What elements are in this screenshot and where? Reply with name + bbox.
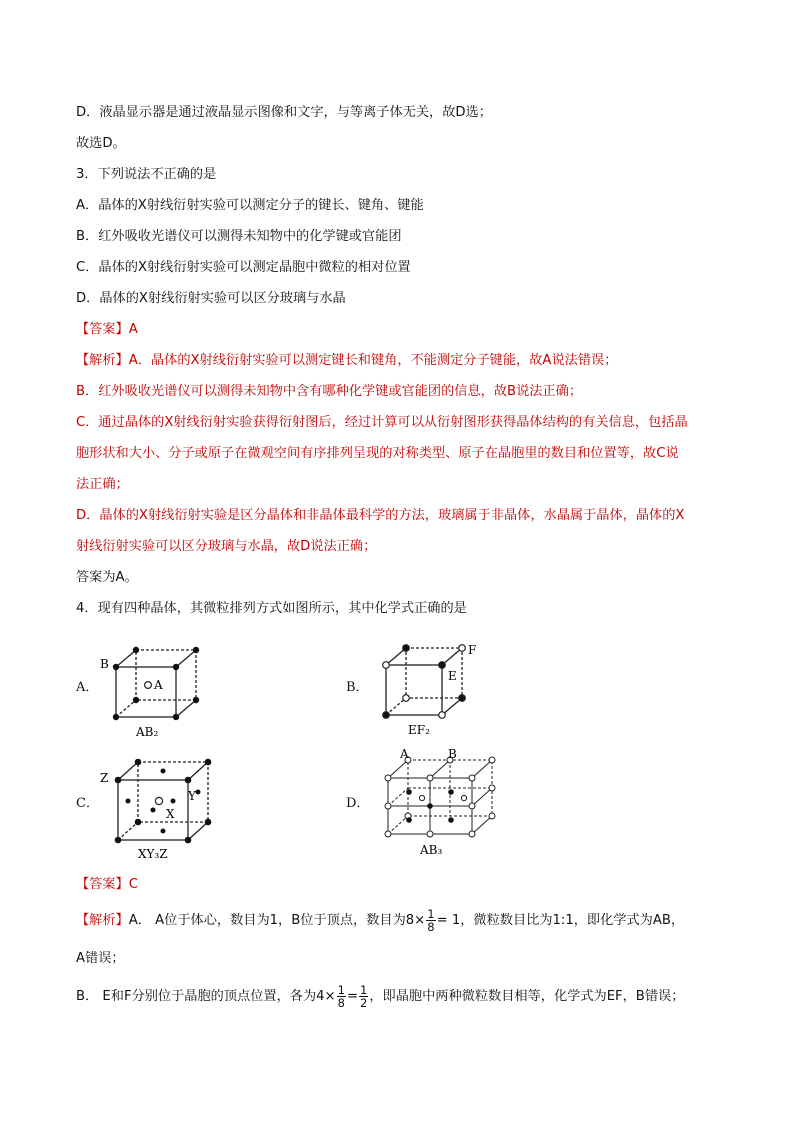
q4-figure-b — [368, 640, 498, 740]
q4-figure-a — [96, 640, 226, 740]
answer-tag: 【答案】 — [76, 322, 129, 337]
q3-analysis-line-1: 【解析】A．晶体的X射线衍射实验可以测定键长和键角，不能测定分子键能，故A说法错误； — [76, 353, 618, 368]
fig-d-label-a: A — [400, 748, 409, 761]
analysis-tag: 【解析】 — [76, 913, 129, 928]
q3-analysis-line-4: 胞形状和大小、分子或原子在微观空间有序排列呈现的对称类型、原子在晶胞里的数目和位置等，故C说 — [76, 446, 679, 461]
q3-analysis-line-5: 法正确； — [76, 477, 129, 492]
fig-c-caption: XY₃Z — [138, 847, 168, 861]
q4-option-a-label: A． — [76, 680, 99, 695]
q4-figure-d — [372, 748, 502, 860]
fig-a-caption: AB₂ — [136, 725, 159, 739]
answer-tag: 【答案】 — [76, 877, 129, 892]
q3-final-answer: 答案为A。 — [76, 570, 138, 585]
q4-stem: 4．现有四种晶体，其微粒排列方式如图所示，其中化学式正确的是 — [76, 601, 467, 616]
q3-option-b: B．红外吸收光谱仪可以测得未知物中的化学键或官能团 — [76, 229, 402, 244]
fig-c-label-x: X — [166, 807, 175, 821]
prev-option-d: D．液晶显示器是通过液晶显示图像和文字，与等离子体无关，故D选； — [76, 105, 492, 120]
answer-value: C — [128, 877, 138, 892]
fig-a-label-a: A — [154, 678, 163, 692]
analysis-tag: 【解析】 — [76, 353, 129, 368]
fig-b-label-f: F — [468, 643, 477, 657]
fraction-one-half: $\frac{1}{2}$ — [360, 982, 368, 1010]
q3-analysis-line-3: C．通过晶体的X射线衍射实验获得衍射图后，经过计算可以从衍射图形获得晶体结构的有关信息，包括晶 — [76, 415, 688, 430]
fig-d-label-b: B — [448, 748, 457, 761]
q4-option-c-label: C． — [76, 796, 99, 811]
q4-option-d-label: D． — [346, 796, 370, 811]
q3-analysis-line-7: 射线衍射实验可以区分玻璃与水晶，故D说法正确； — [76, 539, 377, 554]
fraction-one-eighth: $\frac{1}{8}$ — [427, 906, 435, 934]
q3-option-a: A．晶体的X射线衍射实验可以测定分子的键长、键角、键能 — [76, 198, 424, 213]
fig-a-label-b: B — [100, 657, 109, 671]
q3-stem: 3．下列说法不正确的是 — [76, 167, 217, 182]
fig-c-label-y: Y — [188, 789, 196, 803]
q4-analysis-line-3: B． E和F分别位于晶胞的顶点位置，各为4× $\frac{1}{8}$ = $\frac{1}{2}$ ，即晶胞中两种微粒数目相等，化学式为EF，B错误； — [76, 982, 685, 1010]
fig-c-label-z: Z — [100, 771, 109, 785]
q3-option-c: C．晶体的X射线衍射实验可以测定晶胞中微粒的相对位置 — [76, 260, 411, 275]
q4-figure-c — [96, 752, 226, 864]
fig-b-caption: EF₂ — [408, 723, 430, 737]
fraction-one-eighth: $\frac{1}{8}$ — [337, 982, 345, 1010]
q4-analysis-line-1: 【解析】A． A位于体心，数目为1，B位于顶点，数目为8× $\frac{1}{8}$ = 1，微粒数目比为1:1，即化学式为AB， — [76, 906, 685, 934]
q4-answer — [76, 876, 138, 894]
answer-value: A — [128, 322, 138, 337]
fig-b-label-e: E — [448, 669, 457, 683]
q3-answer — [76, 321, 138, 339]
q3-analysis-line-6: D．晶体的X射线衍射实验是区分晶体和非晶体最科学的方法，玻璃属于非晶体，水晶属于晶体，晶体的X — [76, 508, 685, 523]
q4-option-b-label: B． — [346, 680, 369, 695]
prev-conclusion: 故选D。 — [76, 136, 126, 151]
q3-analysis-line-2: B．红外吸收光谱仪可以测得未知物中含有哪种化学键或官能团的信息，故B说法正确； — [76, 384, 583, 399]
q3-option-d: D．晶体的X射线衍射实验可以区分玻璃与水晶 — [76, 291, 346, 306]
q4-analysis-line-2: A错误； — [76, 951, 125, 966]
fig-d-caption: AB₃ — [420, 843, 443, 857]
